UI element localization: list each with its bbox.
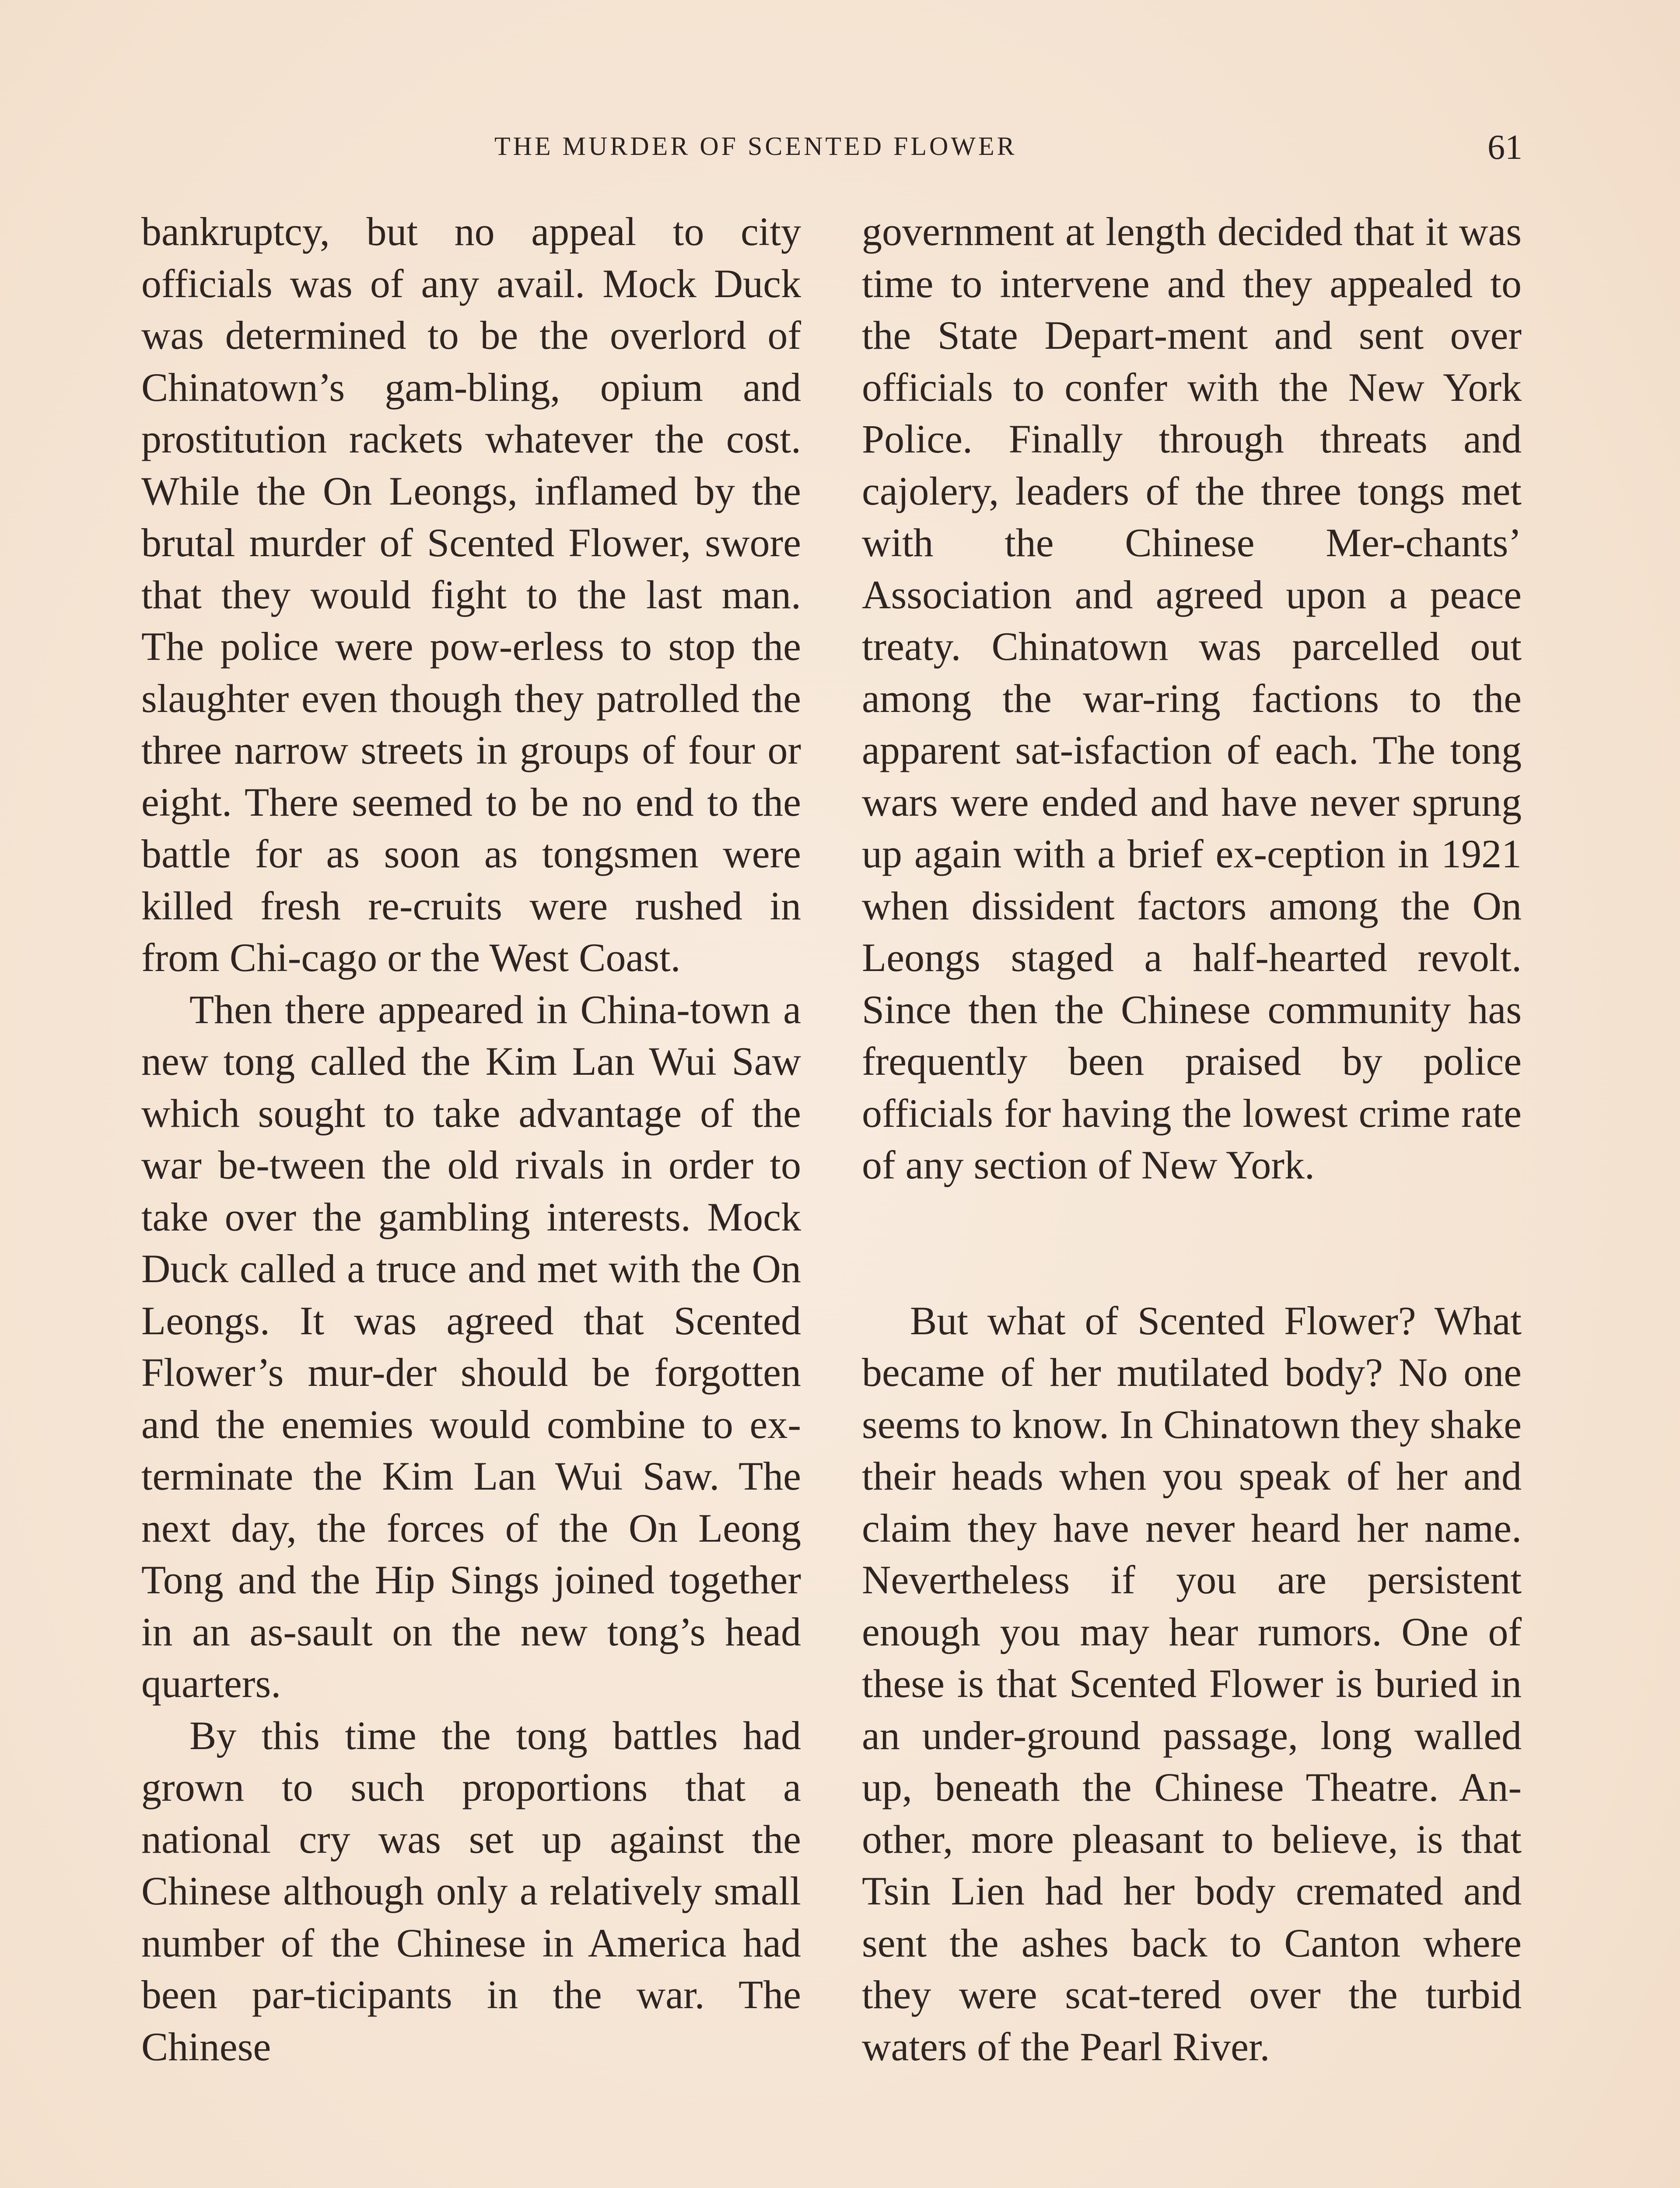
left-column	[141, 206, 801, 2072]
section-break	[862, 1191, 1522, 1295]
right-column	[862, 206, 1522, 2072]
paragraph: Then there appeared in China-town a new tong called the Kim Lan Wui Saw which sought to take advantage of the war be-tween the old rivals in order to take over the gambling interests. Mock Duck called a truce and met with the On Leongs. It was agreed that Scented Flower’s mur-der should be forgotten and the enemies would combine to ex-terminate the Kim Lan Wui Saw. The next day, the forces of the On Leong Tong and the Hip Sings joined together in an as-sault on the new tong’s head quarters.	[141, 987, 801, 1706]
paragraph: By this time the tong battles had grown to such proportions that a national cry was set up against the Chinese although only a relatively small number of the Chinese in America had been par-ticipants in the war. The Chinese	[141, 1713, 801, 2069]
paragraph: bankruptcy, but no appeal to city officials was of any avail. Mock Duck was determined to be the overlord of Chinatown’s gam-bling, opium and prostitution rackets whatever the cost. While the On Leongs, inflamed by the brutal murder of Scented Flower, swore that they would fight to the last man. The police were pow-erless to stop the slaughter even though they patrolled the three narrow streets in groups of four or eight. There seemed to be no end to the battle for as soon as tongsmen were killed fresh re-cruits were rushed in from Chi-cago or the West Coast.	[141, 209, 801, 980]
paragraph: But what of Scented Flower? What became of her mutilated body? No one seems to know. In Chinatown they shake their heads when you speak of her and claim they have never heard her name. Nevertheless if you are persistent enough you may hear rumors. One of these is that Scented Flower is buried in an under-ground passage, long walled up, beneath the Chinese Theatre. An-other, more pleasant to believe, is that Tsin Lien had her body cremated and sent the ashes back to Canton where they were scat-tered over the turbid waters of the Pearl River.	[862, 1298, 1522, 2069]
running-title: THE MURDER OF SCENTED FLOWER	[494, 132, 1017, 161]
page-number: 61	[1488, 128, 1522, 167]
paragraph: government at length decided that it was time to intervene and they appealed to the State Depart-ment and sent over officials to confer with the New York Police. Finally through threats and cajolery, leaders of the three tongs met with the Chinese Mer-chants’ Association and agreed upon a peace treaty. Chinatown was parcelled out among the war-ring factions to the apparent sat-isfaction of each. The tong wars were ended and have never sprung up again with a brief ex-ception in 1921 when dissident factors among the On Leongs staged a half-hearted revolt. Since then the Chinese community has frequently been praised by police officials for having the lowest crime rate of any section of New York.	[862, 209, 1522, 1187]
